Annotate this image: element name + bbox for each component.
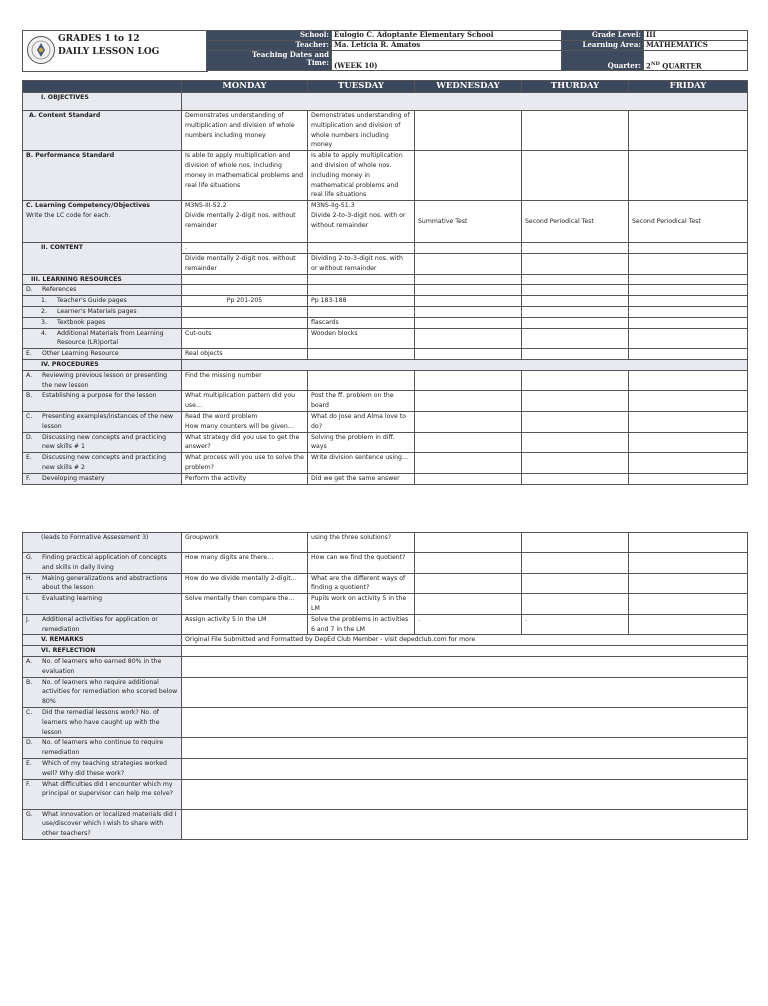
title-line1: GRADES 1 to 12	[58, 34, 140, 44]
remarks-value: Original File Submitted and Formatted by DepEd Club Member - visit depedclub.com for more	[182, 635, 748, 646]
procedure-g-label: G. Finding practical application of concepts and skills in daily living	[23, 553, 182, 574]
procedure-c-tue: What do Jose and Alma love to do?	[308, 411, 415, 432]
day-header-wednesday: WEDNESDAY	[415, 81, 522, 93]
procedure-h-tue: What are the different ways of finding a quotient?	[308, 573, 415, 594]
procedure-d-label: D. Discussing new concepts and practicing new skills # 1	[23, 432, 182, 453]
objectives-heading: I. OBJECTIVES	[23, 93, 182, 111]
teacher-label: Teacher:	[207, 41, 332, 51]
content-tue: Dividing 2-to-3-digit nos. with or without remainder	[308, 253, 415, 274]
learning-competency-wed: Summative Test	[415, 201, 522, 243]
grade-level-value: III	[644, 31, 748, 41]
procedure-i-tue: Pupils work on activity 5 in the LM	[308, 594, 415, 615]
teaching-dates-label: Teaching Dates and Time:	[207, 51, 332, 71]
school-label: School:	[207, 31, 332, 41]
procedure-e-tue: Write division sentence using…	[308, 453, 415, 474]
learning-competency-tue: M3NS-IIg-51.3 Divide 2-to-3-digit nos. with or without remainder	[308, 201, 415, 243]
procedure-i-mon: Solve mentally then compare the…	[182, 594, 308, 615]
additional-materials-mon: Cut-outs	[182, 328, 308, 349]
procedure-e-mon: What process will you use to solve the problem?	[182, 453, 308, 474]
procedure-b-tue: Post the ff. problem on the board	[308, 391, 415, 412]
learning-competency-thu: Second Periodical Test	[522, 201, 629, 243]
references-label: D. References	[23, 285, 182, 296]
learning-competency-mon: M3NS-III-52.2 Divide mentally 2-digit nos. without remainder	[182, 201, 308, 243]
additional-materials-tue: Wooden blocks	[308, 328, 415, 349]
content-heading: II. CONTENT	[23, 243, 182, 274]
lesson-table-page2: (leads to Formative Assessment 3) Groupwork using the three solutions? G. Finding practical application of concepts and skills in daily living How many digits are there… How can we find the quotient? H. Making generalizations and abstractions about the lesson How do we divide mentally 2-digit… What are the different ways of finding a quotient? I. Evaluating learning Solve mentally then compare the… Pupils work on activity 5 in the LM J. Additional activities for application or remediation Assign activity 5 in the LM Solve the problems in activities 6 and 7 in the LM . . V. REMARKS Original File Submitted and Formatted by DepEd Club Member - visit depedclub.com for more VI. REFLECTION A. No. of learners who earned 80% in the evaluation B. No. of learners who require additional activities for remediation who scored below 80% C. Did the remedial lessons work? No. of learners who have caught up with the lesson D. No. of learners who continue to require remediation E. Which of my teaching strategies worked well? Why did these work? F. What difficulties did I encounter which my principal or supervisor can help me solve? G. What innovation or localized materials did I use/discover which I wish to share with other teachers?	[22, 532, 748, 840]
performance-standard-tue: Is able to apply multiplication and division of whole nos. including money in mathematical problems and real life situations	[308, 151, 415, 201]
content-mon: Divide mentally 2-digit nos. without remainder	[182, 253, 308, 274]
procedure-j-label: J. Additional activities for application or remediation	[23, 614, 182, 635]
day-header-monday: MONDAY	[182, 81, 308, 93]
teaching-dates-value: (WEEK 10)	[332, 51, 562, 71]
procedure-h-mon: How do we divide mentally 2-digit…	[182, 573, 308, 594]
teachers-guide-tue: Pp 183-188	[308, 296, 415, 307]
learning-resources-heading: III. LEARNING RESOURCES	[23, 274, 182, 285]
reflection-g-label: G. What innovation or localized materials did I use/discover which I wish to share with other teachers?	[23, 809, 182, 839]
other-learning-resource-mon: Real objects	[182, 349, 308, 360]
remarks-heading: V. REMARKS	[23, 635, 182, 646]
textbook-pages-tue: flascards	[308, 317, 415, 328]
procedure-f-mon: Perform the activity	[182, 473, 308, 484]
teachers-guide-label: 1. Teacher's Guide pages	[23, 296, 182, 307]
procedure-b-mon: What multiplication pattern did you use…	[182, 391, 308, 412]
procedure-d-mon: What strategy did you use to get the answer?	[182, 432, 308, 453]
learning-area-label: Learning Area:	[562, 41, 644, 51]
procedure-f-label: F. Developing mastery	[23, 473, 182, 484]
reflection-c-label: C. Did the remedial lessons work? No. of learners who have caught up with the lesson	[23, 707, 182, 737]
learning-competency-fri: Second Periodical Test	[629, 201, 748, 243]
other-learning-resource-label: E. Other Learning Resource	[23, 349, 182, 360]
lesson-table-page1: MONDAY TUESDAY WEDNESDAY THURDAY FRIDAY I. OBJECTIVES A. Content Standard Demonstrates understanding of multiplication and division of whole numbers including money Demonstrates understanding of multiplication and division of whole numbers including money B. Performance Standard Is able to apply multiplication and division of whole nos. including money in mathematical problems and real life situations Is able to apply multiplication and division of whole nos. including money in mathematical problems and real life situations C. Learning Competency/Objectives Write the LC code for each. M3NS-III-52.2 Divide mentally 2-digit nos. without remainder M3NS-IIg-51.3 Divide 2-to-3-digit nos. with or without remainder Summative Test Second Periodical Test Second Periodical Test II. CONTENT . Divide mentally 2-digit nos. without remainder Dividing 2-to-3-digit nos. with or without remainder III. LEARNING RESOURCES D. References 1. Teacher's Guide pages Pp 201-205 Pp 183-188 2. Learner's Materials pages 3. Textbook pages flascards 4. Additional Materials from Learning Resource (LR)portal Cut-outs Wooden blocks E. Other Learning Resource Real objects IV. PROCEDURES A. Reviewing previous lesson or presenting the new lesson Find the missing number B. Establishing a purpose for the lesson What multiplication pattern did you use… Post the ff. problem on the board C. Presenting examples/instances of the new lesson Read the word problem How many counters will be given… What do Jose and Alma love to do? D. Discussing new concepts and practicing new skills # 1 What strategy did you use to get the answer? Solving the problem in diff. ways E. Discussing new concepts and practicing new skills # 2 What process will you use to solve the problem? Write division sentence using… F. Developing mastery Perform the activity Did we get the same answer	[22, 80, 748, 485]
day-header-friday: FRIDAY	[629, 81, 748, 93]
procedure-g-mon: How many digits are there…	[182, 553, 308, 574]
reflection-e-label: E. Which of my teaching strategies worked well? Why did these work?	[23, 758, 182, 779]
procedure-j-mon: Assign activity 5 in the LM	[182, 614, 308, 635]
procedure-j-tue: Solve the problems in activities 6 and 7 in the LM	[308, 614, 415, 635]
formative-assessment-tue: using the three solutions?	[308, 533, 415, 553]
procedure-b-label: B. Establishing a purpose for the lesson	[23, 391, 182, 412]
quarter-value: 2ND QUARTER	[644, 51, 748, 71]
header-table	[206, 30, 748, 71]
procedure-h-label: H. Making generalizations and abstractions about the lesson	[23, 573, 182, 594]
grade-level-label: Grade Level:	[562, 31, 644, 41]
procedure-f-tue: Did we get the same answer	[308, 473, 415, 484]
learning-area-value: MATHEMATICS	[644, 41, 748, 51]
teacher-value: Ma. Leticia R. Amatos	[332, 41, 562, 51]
procedure-e-label: E. Discussing new concepts and practicing new skills # 2	[23, 453, 182, 474]
procedure-i-label: I. Evaluating learning	[23, 594, 182, 615]
content-standard-tue: Demonstrates understanding of multiplication and division of whole numbers including money	[308, 111, 415, 151]
school-value: Eulogio C. Adoptante Elementary School	[332, 31, 562, 41]
content-standard-label: A. Content Standard	[23, 111, 182, 151]
procedure-d-tue: Solving the problem in diff. ways	[308, 432, 415, 453]
additional-materials-label: 4. Additional Materials from Learning Resource (LR)portal	[23, 328, 182, 349]
performance-standard-mon: Is able to apply multiplication and division of whole nos. including money in mathematical problems and real life situations	[182, 151, 308, 201]
reflection-heading: VI. REFLECTION	[23, 646, 182, 657]
procedure-a-mon: Find the missing number	[182, 370, 308, 391]
quarter-label: Quarter:	[562, 51, 644, 71]
corner-cell	[23, 81, 182, 93]
procedure-g-tue: How can we find the quotient?	[308, 553, 415, 574]
procedure-c-label: C. Presenting examples/instances of the new lesson	[23, 411, 182, 432]
procedure-a-label: A. Reviewing previous lesson or presenting the new lesson	[23, 370, 182, 391]
header-block	[22, 30, 747, 71]
textbook-pages-label: 3. Textbook pages	[23, 317, 182, 328]
performance-standard-label: B. Performance Standard	[23, 151, 182, 201]
reflection-d-label: D. No. of learners who continue to require remediation	[23, 738, 182, 759]
formative-assessment-label: (leads to Formative Assessment 3)	[23, 533, 182, 553]
teachers-guide-mon: Pp 201-205	[182, 296, 308, 307]
day-header-tuesday: TUESDAY	[308, 81, 415, 93]
reflection-a-label: A. No. of learners who earned 80% in the evaluation	[23, 656, 182, 677]
procedures-heading: IV. PROCEDURES	[23, 359, 182, 370]
title-box	[22, 30, 208, 72]
day-header-thursday: THURDAY	[522, 81, 629, 93]
reflection-f-label: F. What difficulties did I encounter which my principal or supervisor can help me solve?	[23, 779, 182, 809]
formative-assessment-mon: Groupwork	[182, 533, 308, 553]
title-line2: DAILY LESSON LOG	[58, 47, 160, 57]
learners-materials-label: 2. Learner's Materials pages	[23, 306, 182, 317]
learning-competency-label: C. Learning Competency/Objectives Write the LC code for each.	[23, 201, 182, 243]
reflection-b-label: B. No. of learners who require additional activities for remediation who scored below 80%	[23, 677, 182, 707]
procedure-c-mon: Read the word problem How many counters will be given…	[182, 411, 308, 432]
content-standard-mon: Demonstrates understanding of multiplication and division of whole numbers including money	[182, 111, 308, 151]
deped-seal-icon	[26, 34, 56, 66]
